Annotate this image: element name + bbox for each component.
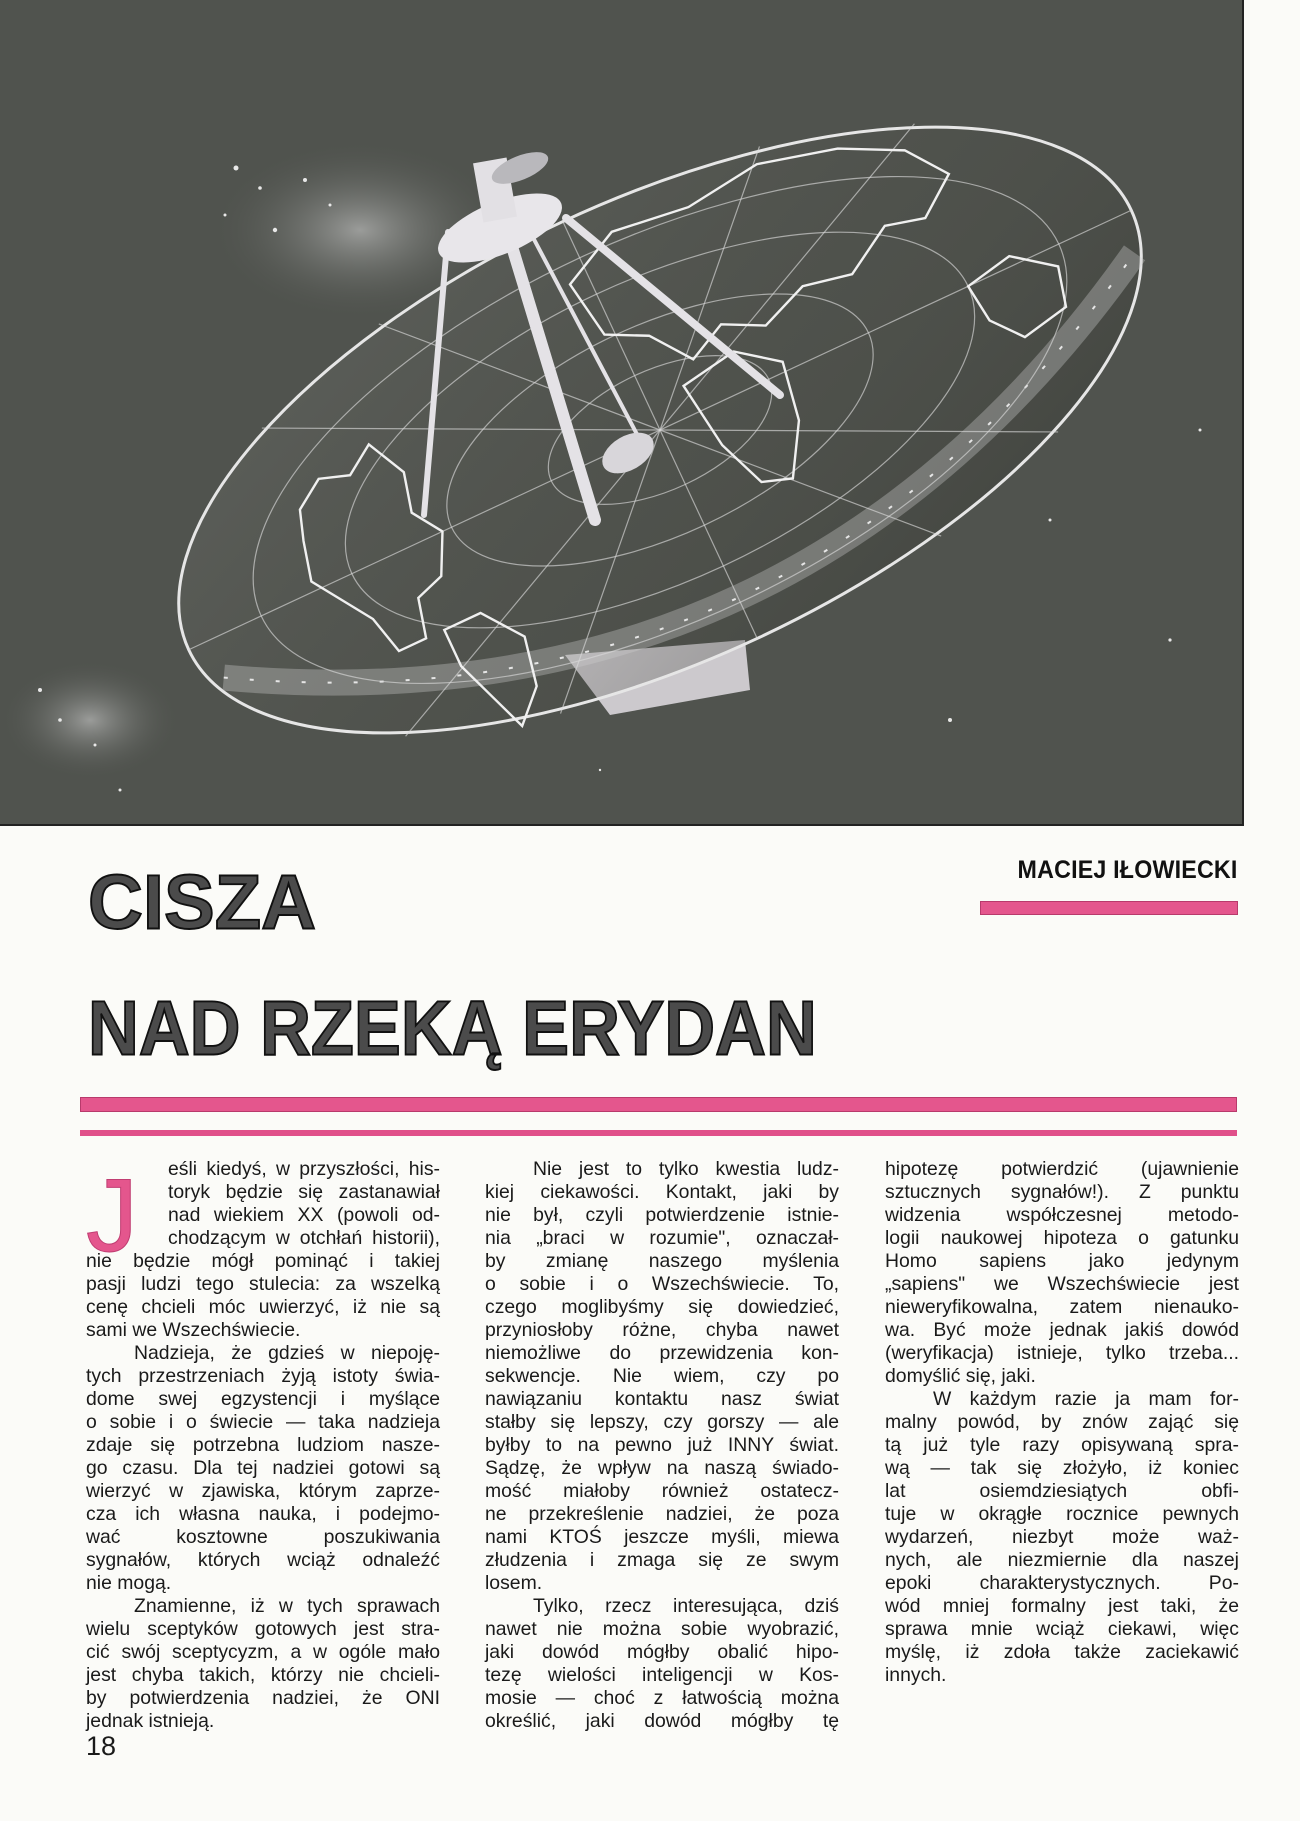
text-line: określić, jaki dowód mógłby tę — [485, 1710, 839, 1732]
text-line: go czasu. Dla tej nadziei gotowi są — [86, 1457, 440, 1479]
text-line: przyniosłoby różne, chyba nawet — [485, 1319, 839, 1341]
text-line: zdaje się potrzebna ludziom nasze- — [86, 1434, 440, 1456]
text-line: nawet nie można sobie wyobrazić, — [485, 1618, 839, 1640]
text-line: jest chyba takich, którzy nie chcieli- — [86, 1664, 440, 1686]
headline-rule-thick — [80, 1097, 1237, 1112]
text-line: „sapiens" we Wszechświecie jest — [885, 1273, 1239, 1295]
text-line: złudzenia i zmaga się ze swym — [485, 1549, 839, 1571]
headline-line-1: CISZA — [88, 859, 316, 945]
text-line: tuje w okrągłe rocznice pewnych — [885, 1503, 1239, 1525]
text-line: Sądzę, że wpływ na naszą świado- — [485, 1457, 839, 1479]
text-line: o sobie i o Wszechświecie. To, — [485, 1273, 839, 1295]
text-line: wierzyć w zjawiska, którym zaprze- — [86, 1480, 440, 1502]
text-line: sygnałów, których wciąż odnaleźć — [86, 1549, 440, 1571]
text-line: eśli kiedyś, w przyszłości, his- — [168, 1158, 440, 1180]
text-line: losem. — [485, 1572, 543, 1594]
text-line: wydarzeń, niezbyt może waż- — [885, 1526, 1239, 1548]
text-line: Nie jest to tylko kwestia ludz- — [533, 1158, 839, 1180]
text-line: tych przestrzeniach żyją istoty świa- — [86, 1365, 440, 1387]
text-line: innych. — [885, 1664, 947, 1686]
text-line: wielu sceptyków gotowych jest stra- — [86, 1618, 440, 1640]
headline-line-2: NAD RZEKĄ ERYDAN — [88, 985, 817, 1071]
text-line: wą — tak się złożyło, iż koniec — [885, 1457, 1239, 1479]
text-line: kiej ciekawości. Kontakt, jaki by — [485, 1181, 839, 1203]
text-line: dome swej egzystencji i myślące — [86, 1388, 440, 1410]
text-line: Nadzieja, że gdzieś w niepoję- — [134, 1342, 440, 1364]
text-line: chodzącym w otchłań historii), — [168, 1227, 440, 1249]
text-line: cza ich własna nauka, i podejmo- — [86, 1503, 440, 1525]
text-line: pasji ludzi tego stulecia: za wszelką — [86, 1273, 440, 1295]
text-line: cenę chcieli móc uwierzyć, iż nie są — [86, 1296, 440, 1318]
text-line: toryk będzie się zastanawiał — [168, 1181, 440, 1203]
text-line: nie mogą. — [86, 1572, 172, 1594]
text-line: o sobie i o świecie — taka nadzieja — [86, 1411, 440, 1433]
headline-rule-thin — [80, 1130, 1237, 1136]
text-line: logii naukowej hipoteza o gatunku — [885, 1227, 1239, 1249]
page-number: 18 — [86, 1731, 117, 1761]
text-line: wa. Być może jednak jakiś dowód — [885, 1319, 1239, 1341]
text-line: mosie — choć z łatwością można — [485, 1687, 839, 1709]
text-line: nych, ale niezmiernie dla naszej — [885, 1549, 1239, 1571]
text-line: epoki charakterystycznych. Po- — [885, 1572, 1239, 1594]
dropcap-letter: J — [86, 1158, 138, 1274]
text-line: sztucznych sygnałów!). Z punktu — [885, 1181, 1239, 1203]
author-name: MACIEJ IŁOWIECKI — [1018, 856, 1238, 884]
text-line: stałby się lepszy, czy gorszy — ale — [485, 1411, 839, 1433]
text-line: mość miałoby również ostatecz- — [485, 1480, 839, 1502]
text-line: malny powód, by znów zająć się — [885, 1411, 1239, 1433]
text-line: hipotezę potwierdzić (ujawnienie — [885, 1158, 1239, 1180]
article-column-3 — [885, 1158, 1239, 1687]
article-column-2 — [485, 1158, 839, 1733]
text-line: wać kosztowne poszukiwania — [86, 1526, 440, 1548]
text-line: byłby to na pewno już INNY świat. — [485, 1434, 839, 1456]
text-line: sprawa mnie wciąż ciekawi, więc — [885, 1618, 1239, 1640]
text-line: sami we Wszechświecie. — [86, 1319, 301, 1341]
text-line: tą już tyle razy opisywaną spra- — [885, 1434, 1239, 1456]
author-underline-bar — [980, 901, 1238, 915]
text-line: by potwierdzenia nadziei, że ONI — [86, 1687, 440, 1709]
text-line: nieweryfikowalna, zatem nienauko- — [885, 1296, 1239, 1318]
text-line: cić swój sceptycyzm, a w ogóle mało — [86, 1641, 440, 1663]
text-line: tezę wielości inteligencji w Kos- — [485, 1664, 839, 1686]
text-line: W każdym razie ja mam for- — [933, 1388, 1239, 1410]
text-line: nami KTOŚ jeszcze myśli, miewa — [485, 1526, 839, 1548]
text-line: wód mniej formalny jest taki, że — [885, 1595, 1239, 1617]
radio-telescope-illustration — [0, 0, 1242, 824]
text-line: nie był, czyli potwierdzenie istnie- — [485, 1204, 839, 1226]
nebula-glow-lower — [0, 660, 180, 780]
text-line: sekwencje. Nie wiem, czy po — [485, 1365, 839, 1387]
text-line: domyślić się, jaki. — [885, 1365, 1036, 1387]
text-line: Tylko, rzecz interesująca, dziś — [533, 1595, 839, 1617]
text-line: lat osiemdziesiątych obfi- — [885, 1480, 1239, 1502]
text-line: myślę, iż zdoła także zaciekawić — [885, 1641, 1239, 1663]
text-line: jaki dowód mógłby obalić hipo- — [485, 1641, 839, 1663]
text-line: Znamienne, iż w tych sprawach — [134, 1595, 440, 1617]
text-line: by zmianę naszego myślenia — [485, 1250, 839, 1272]
text-line: nia „braci w rozumie", oznaczał- — [485, 1227, 839, 1249]
article-photo-radio-telescope — [0, 0, 1244, 826]
text-line: niemożliwe do przewidzenia kon- — [485, 1342, 839, 1364]
text-line: (weryfikacja) istnieje, tylko trzeba... — [885, 1342, 1239, 1364]
text-line: widzenia współczesnej metodo- — [885, 1204, 1239, 1226]
text-line: Homo sapiens jako jedynym — [885, 1250, 1239, 1272]
text-line: nawiązaniu kontaktu nasz świat — [485, 1388, 839, 1410]
article-column-1 — [86, 1158, 440, 1733]
text-line: jednak istnieją. — [86, 1710, 215, 1732]
text-line: ne przekreślenie nadziei, że poza — [485, 1503, 839, 1525]
text-line: nad wiekiem XX (powoli od- — [168, 1204, 440, 1226]
text-line: czego moglibyśmy się dowiedzieć, — [485, 1296, 839, 1318]
text-line: nie będzie mógł pominąć i takiej — [86, 1250, 440, 1272]
